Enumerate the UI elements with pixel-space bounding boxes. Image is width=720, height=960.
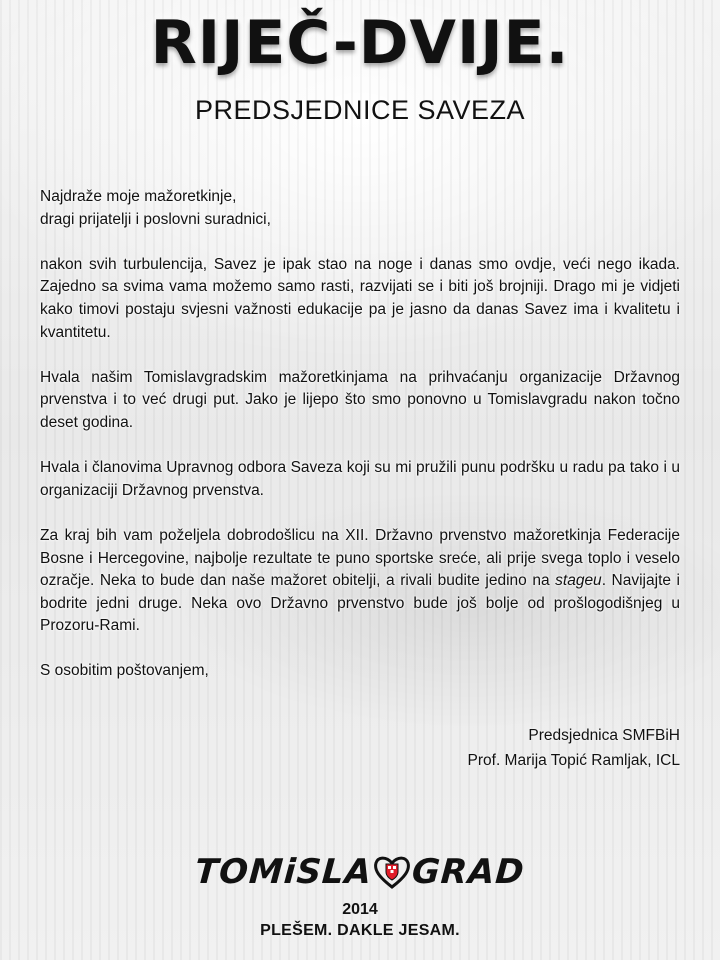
salutation-line-1: Najdraže moje mažoretkinje,	[40, 188, 237, 205]
logo-text-left: TOMiSLA	[193, 852, 374, 892]
paragraph-2: Hvala našim Tomislavgradskim mažoretkinjama na prihvaćanju organizacije Državnog prvenstva i to već drugi put. Jako je lijepo što smo ponovno u Tomislavgradu nakon točno deset godina.	[40, 368, 680, 431]
signature-name: Prof. Marija Topić Ramljak, ICL	[467, 752, 680, 769]
paragraph-3: Hvala i članovima Upravnog odbora Saveza koji su mi pružili punu podršku u radu pa tako i u organizaciji Državnog prvenstva.	[40, 459, 680, 499]
signature-role: Predsjednica SMFBiH	[528, 727, 680, 744]
letter-body	[40, 186, 680, 706]
event-slogan: PLEŠEM. DAKLE JESAM.	[260, 922, 460, 939]
page-subtitle: PREDSJEDNICE SAVEZA	[194, 95, 526, 125]
salutation	[40, 186, 680, 231]
page-title: RIJEČ-DVIJE.	[150, 8, 570, 78]
heart-crest-icon	[373, 855, 411, 889]
paragraph-1: nakon svih turbulencija, Savez je ipak stao na noge i danas smo ovdje, veći nego ikada. Zajedno sa svima vama možemo samo rasti, razvijati se i biti još brojniji. Drago mi je vidjeti kako timovi postaju svjesni važnosti edukacije pa je jasno da danas Savez ima i kvalitetu i kvantitetu.	[40, 255, 680, 341]
paragraph-4	[40, 525, 680, 638]
tomislavgrad-logo	[0, 852, 720, 892]
event-year: 2014	[342, 901, 378, 918]
paragraph-4-text-b: . Navijajte i bodrite jedni druge. Neka ovo Državno prvenstvo bude još bolje od prošlogodišnjeg u Prozoru-Rami.	[40, 572, 680, 635]
paragraph-4-italic: stageu	[555, 572, 602, 590]
closing-line: S osobitim poštovanjem,	[40, 662, 209, 680]
signature-block	[40, 723, 680, 773]
paragraph-4-text-a: Za kraj bih vam poželjela dobrodošlicu na XII. Državno prvenstvo mažoretkinja Federacije Bosne i Hercegovine, najbolje rezultate te puno sportske sreće, ali prije svega toplo i veselo ozračje. Neka to bude dan naše mažoret obitelji, a rivali budite jedino na	[40, 526, 680, 590]
salutation-line-2: dragi prijatelji i poslovni suradnici,	[40, 210, 271, 228]
logo-text-right: GRAD	[410, 852, 527, 892]
